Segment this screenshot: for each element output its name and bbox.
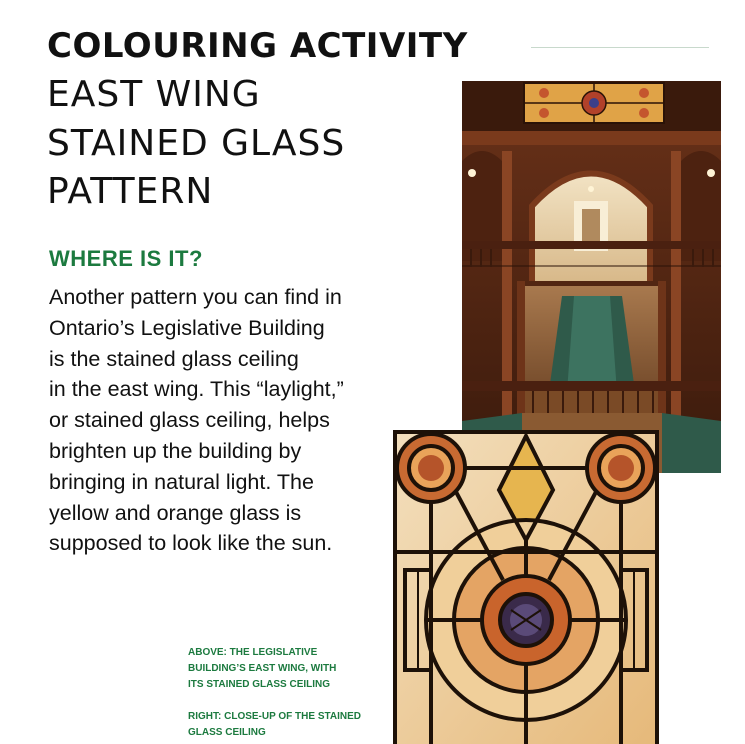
body-line: is the stained glass ceiling: [49, 346, 299, 371]
caption-right: [188, 709, 388, 741]
east-wing-photo: [462, 81, 721, 473]
subtitle-line-1: EAST WING: [47, 74, 261, 115]
caption-line: BUILDING’S EAST WING, WITH: [188, 663, 337, 674]
body-line: brighten up the building by: [49, 438, 302, 463]
section-heading: WHERE IS IT?: [49, 246, 203, 271]
header-divider: [531, 47, 709, 48]
subtitle-line-3: PATTERN: [47, 171, 214, 212]
caption-above: [188, 645, 388, 693]
body-line: supposed to look like the sun.: [49, 531, 333, 556]
body-line: or stained glass ceiling, helps: [49, 408, 330, 433]
body-line: Another pattern you can find in: [49, 285, 342, 309]
page-title: COLOURING ACTIVITY: [47, 26, 468, 66]
stained-glass-closeup: [393, 430, 659, 744]
body-line: bringing in natural light. The: [49, 469, 314, 494]
caption-line: ABOVE: THE LEGISLATIVE: [188, 647, 318, 658]
body-line: in the east wing. This “laylight,”: [49, 377, 344, 402]
body-line: Ontario’s Legislative Building: [49, 315, 325, 340]
subtitle-line-2: STAINED GLASS: [47, 123, 346, 164]
body-paragraph: [49, 282, 399, 559]
caption-line: RIGHT: CLOSE-UP OF THE STAINED: [188, 711, 361, 722]
caption-line: GLASS CEILING: [188, 727, 266, 738]
caption-line: ITS STAINED GLASS CEILING: [188, 679, 331, 690]
body-line: yellow and orange glass is: [49, 500, 302, 525]
